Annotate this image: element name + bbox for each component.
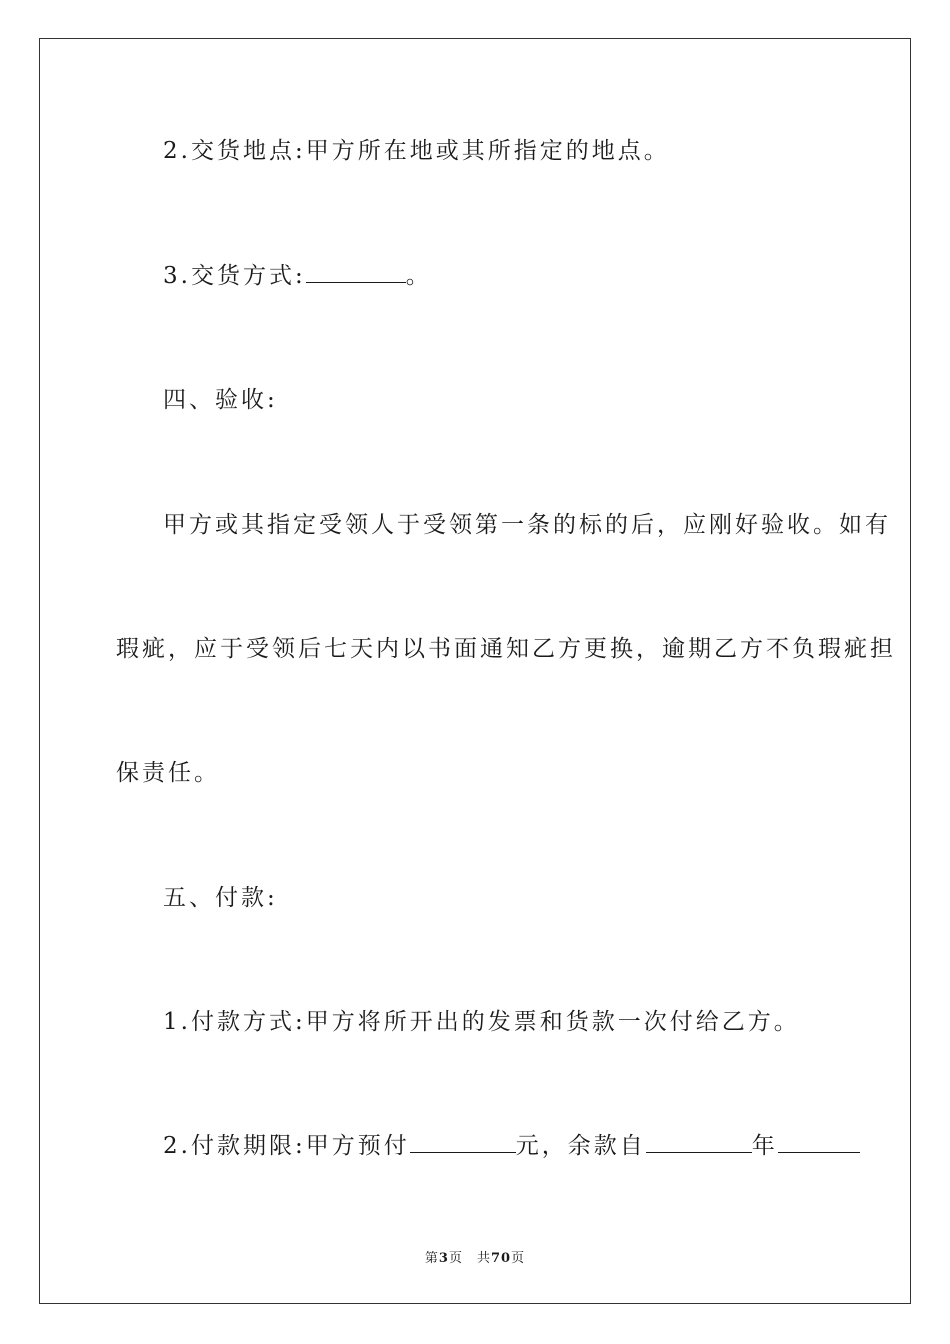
payment-term-year: 年 <box>751 1133 778 1159</box>
payment-term-label: 2.付款期限:甲方预付 <box>163 1133 410 1159</box>
clause-payment-method: 1.付款方式:甲方将所开出的发票和货款一次付给乙方。 <box>163 1009 800 1035</box>
footer-prefix: 第 <box>424 1251 439 1266</box>
clause-delivery-place: 2.交货地点:甲方所在地或其所指定的地点。 <box>163 138 670 164</box>
payment-term-yuan: 元，余款自 <box>515 1133 646 1159</box>
balance-month-blank <box>778 1132 860 1153</box>
delivery-method-end: 。 <box>405 263 432 289</box>
acceptance-paragraph-line-3: 保责任。 <box>116 760 220 786</box>
prepay-amount-blank <box>410 1132 516 1153</box>
acceptance-paragraph-line-2: 瑕疵，应于受领后七天内以书面通知乙方更换，逾期乙方不负瑕疵担 <box>116 636 896 662</box>
footer-total-pages: 70 <box>490 1251 512 1266</box>
acceptance-paragraph-line-1: 甲方或其指定受领人于受领第一条的标的后，应刚好验收。如有 <box>163 512 891 538</box>
footer-mid: 页 共 <box>448 1251 491 1266</box>
section-heading-payment: 五、付款: <box>163 885 278 911</box>
clause-delivery-method <box>163 261 432 291</box>
delivery-method-label: 3.交货方式: <box>163 263 306 289</box>
balance-year-blank <box>646 1132 752 1153</box>
delivery-method-blank <box>306 262 406 283</box>
clause-payment-term <box>163 1131 860 1161</box>
footer-page-number: 3 <box>438 1251 449 1266</box>
section-heading-acceptance: 四、验收: <box>163 387 278 413</box>
footer-suffix: 页 <box>511 1251 526 1266</box>
page-border <box>39 38 911 1304</box>
page-footer <box>0 1247 950 1266</box>
